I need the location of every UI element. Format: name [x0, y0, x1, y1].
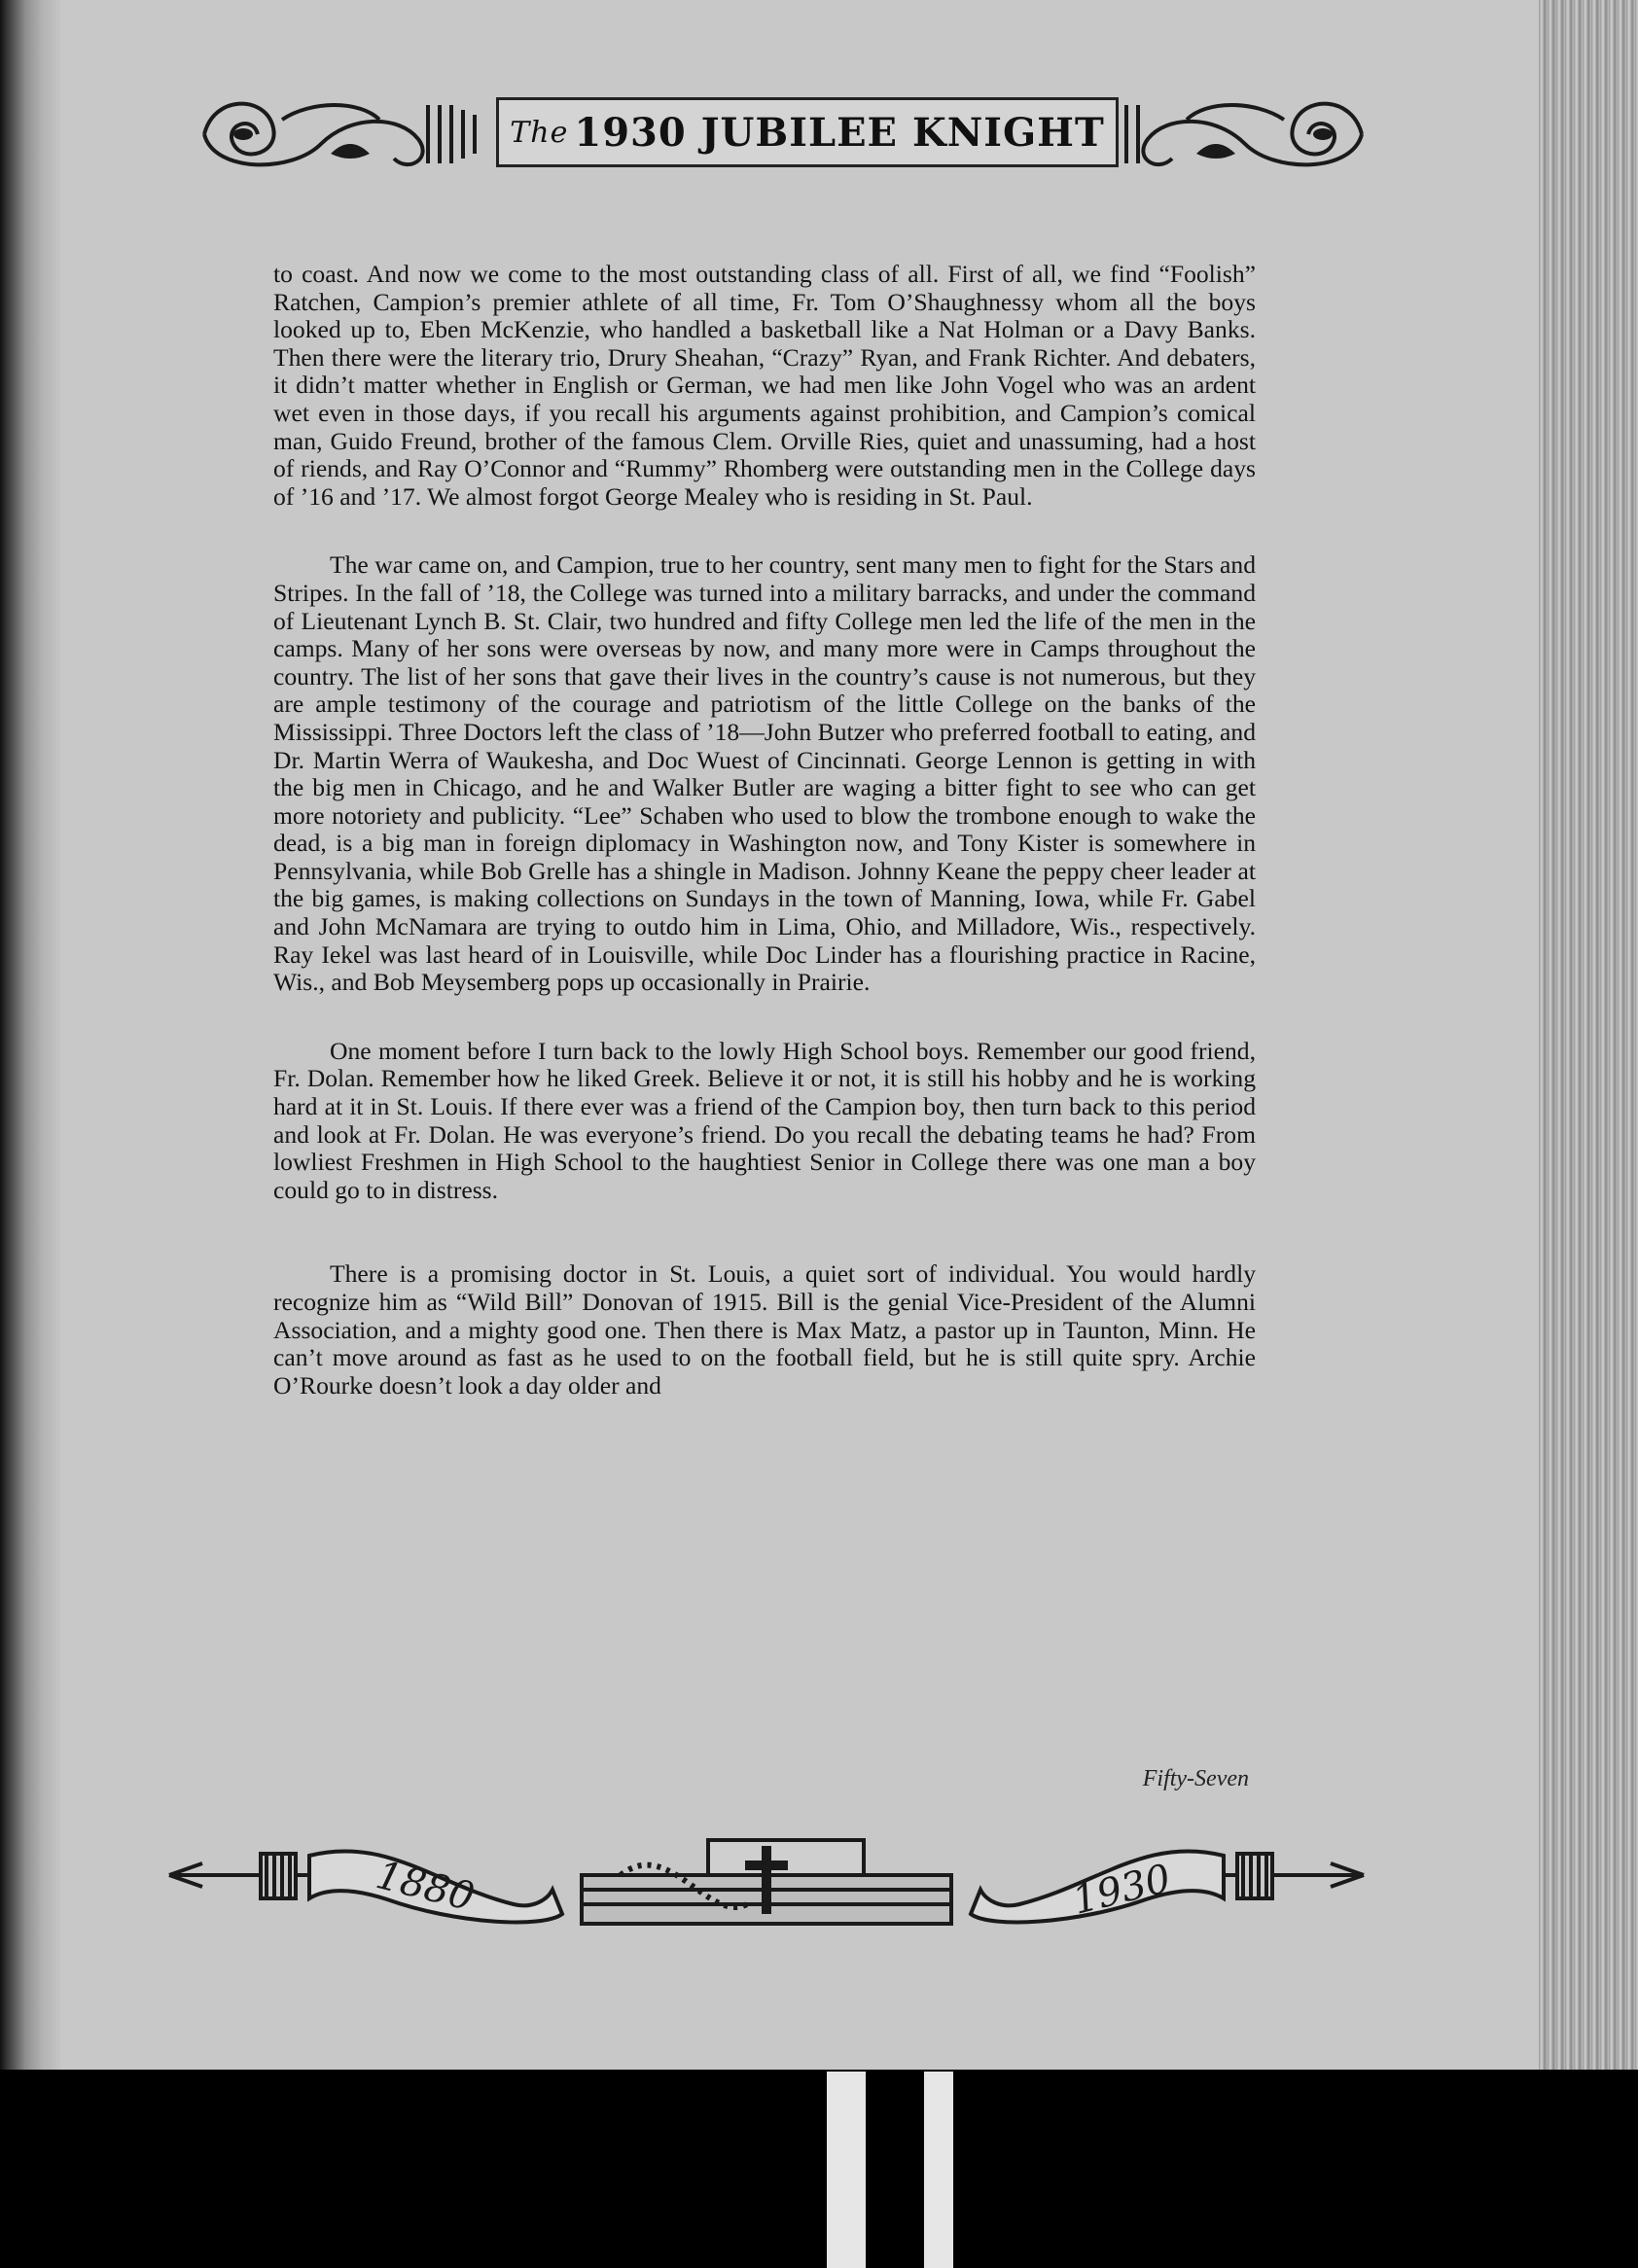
- page-stack-edges: [1539, 0, 1638, 2070]
- scan-light-bar-1: [827, 2072, 866, 2268]
- paragraph-1: to coast. And now we come to the most outstanding class of all. First of all, we find “Foolish” Ratchen, Campion’s premier athlete of all time, Fr. Tom O’Shaughnessy whom all the boys looked up to, Eben McKenzie, who handled a basketball like a Nat Holman or a Davy Banks. Then there were the literary trio, Drury Sheahan, “Crazy” Ryan, and Frank Richter. And debaters, it didn’t matter whether in English or German, we had men like John Vogel who was an ardent wet even in those days, if you recall his arguments against prohibition, and Campion’s comical man, Guido Freund, brother of the famous Clem. Orville Ries, quiet and unassuming, had a host of riends, and Ray O’Connor and “Rummy” Rhomberg were outstanding men in the College days of ’16 and ’17. We almost forgot George Mealey who is residing in St. Paul.: [273, 260, 1256, 511]
- paragraph-4: There is a promising doctor in St. Louis, a quiet sort of individual. You would hardly recognize him as “Wild Bill” Donovan of 1915. Bill is the genial Vice-President of the Alumni Association, and a mighty good one. Then there is Max Matz, a pastor up in Taunton, Minn. He can’t move around as fast as he used to on the football field, but he is still quite spry. Archie O’Rourke doesn’t look a day older and: [273, 1259, 1256, 1400]
- header-banner: [185, 86, 1381, 183]
- page-header-title: [496, 97, 1119, 167]
- footer-year-1930: 1930: [1068, 1856, 1176, 1924]
- footer-ornament: [163, 1797, 1370, 1953]
- title-prefix: The: [510, 115, 569, 150]
- paragraph-2: The war came on, and Campion, true to her country, sent many men to fight for the Stars and Stripes. In the fall of ’18, the College was turned into a military barracks, and under the command of Lieutenant Lynch B. St. Clair, two hundred and fifty College men led the life of the men in the camps. Many of her sons were overseas by now, and many more were in Camps throughout the country. The list of her sons that gave their lives in the country’s cause is not numerous, but they are ample testimony of the courage and patriotism of the little College on the banks of the Mississippi. Three Doctors left the class of ’18—John Butzer who preferred football to eating, and Dr. Martin Werra of Waukesha, and Doc Wuest of Cincinnati. George Lennon is getting in with the big men in Chicago, and he and Walker Butler are waging a bitter fight to see who can get more notoriety and publicity. “Lee” Schaben who used to blow the trombone enough to wake the dead, is a big man in foreign diplomacy in Washington now, and Tony Kister is somewhere in Pennsylvania, while Bob Grelle has a shingle in Madison. Johnny Keane the peppy cheer leader at the big games, is making collections on Sundays in the town of Manning, Iowa, while Fr. Gabel and John McNamara are trying to outdo him in Lima, Ohio, and Milladore, Wis., respectively. Ray Iekel was last heard of in Louisville, while Doc Linder has a flourishing practice in Racine, Wis., and Bob Meysemberg pops up occasionally in Prairie.: [273, 550, 1256, 997]
- book-spine-edge: [0, 0, 60, 2070]
- body-text: [273, 261, 1256, 1400]
- title-main: 1930 JUBILEE KNIGHT: [574, 109, 1105, 156]
- page-number: Fifty-Seven: [1142, 1766, 1249, 1791]
- footer-banner-ornament: [163, 1797, 1370, 1953]
- paragraph-3: One moment before I turn back to the lowly High School boys. Remember our good friend, Fr. Dolan. Remember how he liked Greek. Believe it or not, it is still his hobby and he is working hard at it in St. Louis. If there ever was a friend of the Campion boy, then turn back to this period and look at Fr. Dolan. He was everyone’s friend. Do you recall the debating teams he had? From lowliest Freshmen in High School to the haughtiest Senior in College there was one man a boy could go to in distress.: [273, 1036, 1256, 1204]
- scan-light-bar-2: [924, 2072, 953, 2268]
- footer-year-1880: 1880: [372, 1853, 480, 1921]
- scan-bottom-band: [0, 2070, 1638, 2268]
